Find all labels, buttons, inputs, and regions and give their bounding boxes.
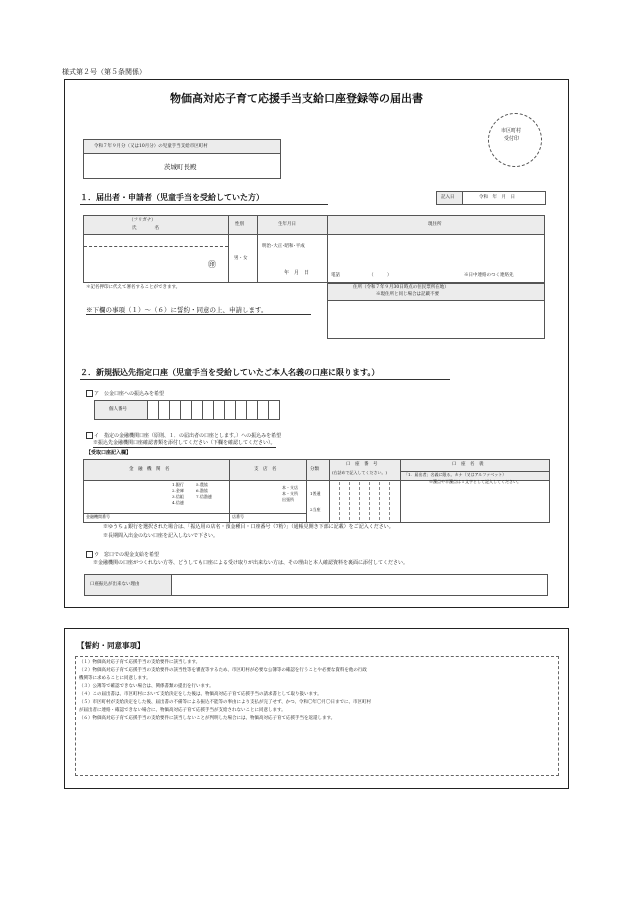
option-i-checkbox[interactable]	[86, 432, 93, 439]
pledge-item-4: （４）この届出書は、市区町村において支給決定をした後は、物価高対応子育て応援手当の請求書として取り扱います。	[79, 692, 322, 697]
col-furigana: （フリガナ）	[129, 218, 156, 223]
date-value[interactable]: 令和 年 月 日	[479, 195, 515, 200]
pledge-statement: ※下欄の事項（１）～（６）に誓約・同意の上、申請します。	[86, 307, 311, 315]
option-a[interactable]	[86, 390, 164, 398]
bank-type-2[interactable]: 2.金庫	[172, 488, 184, 493]
registered-address-label: 住所（令和７年９月30日時点の住民票所在地）	[353, 285, 449, 290]
mynumber-box	[94, 400, 280, 420]
pledge-item-5: （５）市区町村が支給決定をした後、届出書の不備等による振込不能等の事由により支払が完了せず、かつ、令和〇年〇月〇日までに、市区町村	[79, 700, 371, 705]
sign-note: ＊記名押印に代えて署名することができます。	[86, 285, 181, 290]
option-i[interactable]	[86, 432, 281, 440]
branch-type-3[interactable]: 出張所	[282, 497, 294, 502]
date-box	[436, 191, 546, 205]
pledge-item-5b: が届出者に連絡・確認できない場合に、物価高対応子育て応援手当が支給されないことに同意します。	[79, 708, 286, 713]
option-a-label: ア 公金口座への振込みを希望	[94, 391, 165, 397]
bank-type-7[interactable]: 7.信漁連	[196, 494, 212, 499]
yucho-note: ※ゆうちょ銀行を選択された場合は、「振込用の店名・預金種目・口座番号（7桁）」（通帳見開き下部に記載）をご記入ください。	[103, 524, 394, 530]
date-label: 記入日	[441, 195, 455, 200]
era-value[interactable]: 明治･大正･昭和･平成	[262, 244, 305, 249]
branch-type-1[interactable]: 本・支店	[282, 485, 298, 490]
col-gender: 性別	[235, 222, 244, 227]
option-u-checkbox[interactable]	[86, 551, 93, 558]
branch-type-2[interactable]: 本・支所	[282, 491, 298, 496]
pledge-heading: 【誓約・同意事項】	[77, 641, 145, 650]
account-table	[83, 459, 550, 523]
registered-address-note: ※現住所と同じ場合は記載不要	[376, 292, 439, 297]
branch-code-label: 店番号	[232, 514, 244, 519]
acct-type-2[interactable]: 2当座	[310, 507, 321, 512]
col-acctno: 口 座 番 号	[346, 462, 378, 467]
pledge-item-3: （３）公簿等で確認できない場合は、関係書類の提出を行います。	[79, 684, 214, 689]
pledge-item-1: （１）物価高対応子育て応援手当の支給要件に該当します。	[79, 660, 201, 665]
reason-box	[84, 574, 548, 596]
col-name: 氏 名	[132, 226, 159, 231]
mynumber-label: 個人番号	[109, 407, 127, 412]
bank-type-1[interactable]: 1.銀行	[172, 482, 184, 487]
form-number: 様式第２号（第５条関係）	[62, 68, 146, 76]
holder-note1: 「1．届出者」名義に限る。カナ（又はアルファベット）	[404, 472, 507, 477]
option-u-note: ※金融機関の口座がつくれない方等、どうしても口座による受け取りが出来ない方は、その理由と本人確認資料を裏面に添付してください。	[93, 560, 409, 566]
seal-mark: ㊞	[208, 260, 216, 269]
col-birth: 生年月日	[278, 222, 296, 227]
holder-note2: ※濁点や半濁点は１文字として記入してください。	[429, 479, 521, 484]
option-u[interactable]	[86, 551, 159, 559]
pledge-item-6: （６）物価高対応子育て応援手当の支給要件に該当しないことが判明した場合には、物価高対応子育て応援手当を返還します。	[79, 716, 336, 721]
col-branch: 支 店 名	[254, 467, 277, 472]
bank-code-label: 金融機関番号	[86, 514, 110, 519]
option-i-label: イ 指定の金融機関口座（原則、１．の届出者の口座とします。）への振込みを希望	[94, 433, 282, 439]
bank-type-3[interactable]: 3.信組	[172, 494, 184, 499]
recipient-header: 令和７年９月分（又は10月分）の児童手当支給市区町村	[94, 144, 208, 149]
applicant-table	[83, 215, 545, 283]
phone-label: 電話	[331, 273, 340, 278]
reason-label: 口座振込が出来ない理由	[90, 582, 140, 587]
col-acctno-note: (右詰めで記入してください。)	[332, 470, 388, 475]
section1-heading: １．届出者・申請者（児童手当を受給していた方）	[80, 193, 328, 205]
section2-heading: ２．新規振込先指定口座（児童手当を受給していたご本人名義の口座に限ります。）	[80, 368, 450, 380]
col-address: 現住所	[428, 222, 442, 227]
col-bank: 金 融 機 関 名	[129, 467, 170, 472]
col-holder: 口 座 名 義	[452, 462, 484, 467]
stamp-line1: 市区町村	[501, 128, 522, 134]
option-u-label: ウ 窓口での現金支給を希望	[94, 552, 160, 558]
pledge-item-2: （２）物価高対応子育て応援手当の支給要件の該当性等を審査等するため、市区町村が必要な公簿等の確認を行うことや必要な資料を他の行政	[79, 668, 367, 673]
col-type: 分類	[310, 467, 319, 472]
stamp-line2: 受付印	[504, 136, 520, 142]
registered-address-box	[327, 283, 545, 339]
birth-ymd[interactable]: 年 月 日	[284, 270, 310, 276]
form-title: 物価高対応子育て応援手当支給口座登録等の届出書	[170, 92, 423, 105]
recipient-name: 茨城町長殿	[164, 163, 197, 171]
phone-paren[interactable]: （ ）	[369, 273, 392, 278]
pledge-item-2b: 機関等に求めることに同意します。	[79, 676, 151, 681]
recipient-box	[83, 139, 281, 179]
pledge-box	[64, 628, 569, 789]
bank-type-6[interactable]: 6.漁協	[196, 488, 208, 493]
phone-note: ※日中連絡のつく連絡先	[464, 273, 514, 278]
account-section-head: 【受取口座記入欄】	[86, 450, 132, 456]
gender-value[interactable]: 男・女	[234, 256, 248, 261]
reception-stamp	[488, 113, 542, 167]
bank-type-5[interactable]: 5.農協	[196, 482, 208, 487]
bank-type-4[interactable]: 4.信連	[172, 500, 184, 505]
acct-type-1[interactable]: 1普通	[310, 491, 321, 496]
longterm-note: ※長期間入出金のない口座を記入しないで下さい。	[103, 533, 219, 539]
option-i-note: ※振込先金融機関口座確認書類を添付してください（下欄を確認してください）。	[93, 440, 276, 446]
option-a-checkbox[interactable]	[86, 390, 93, 397]
